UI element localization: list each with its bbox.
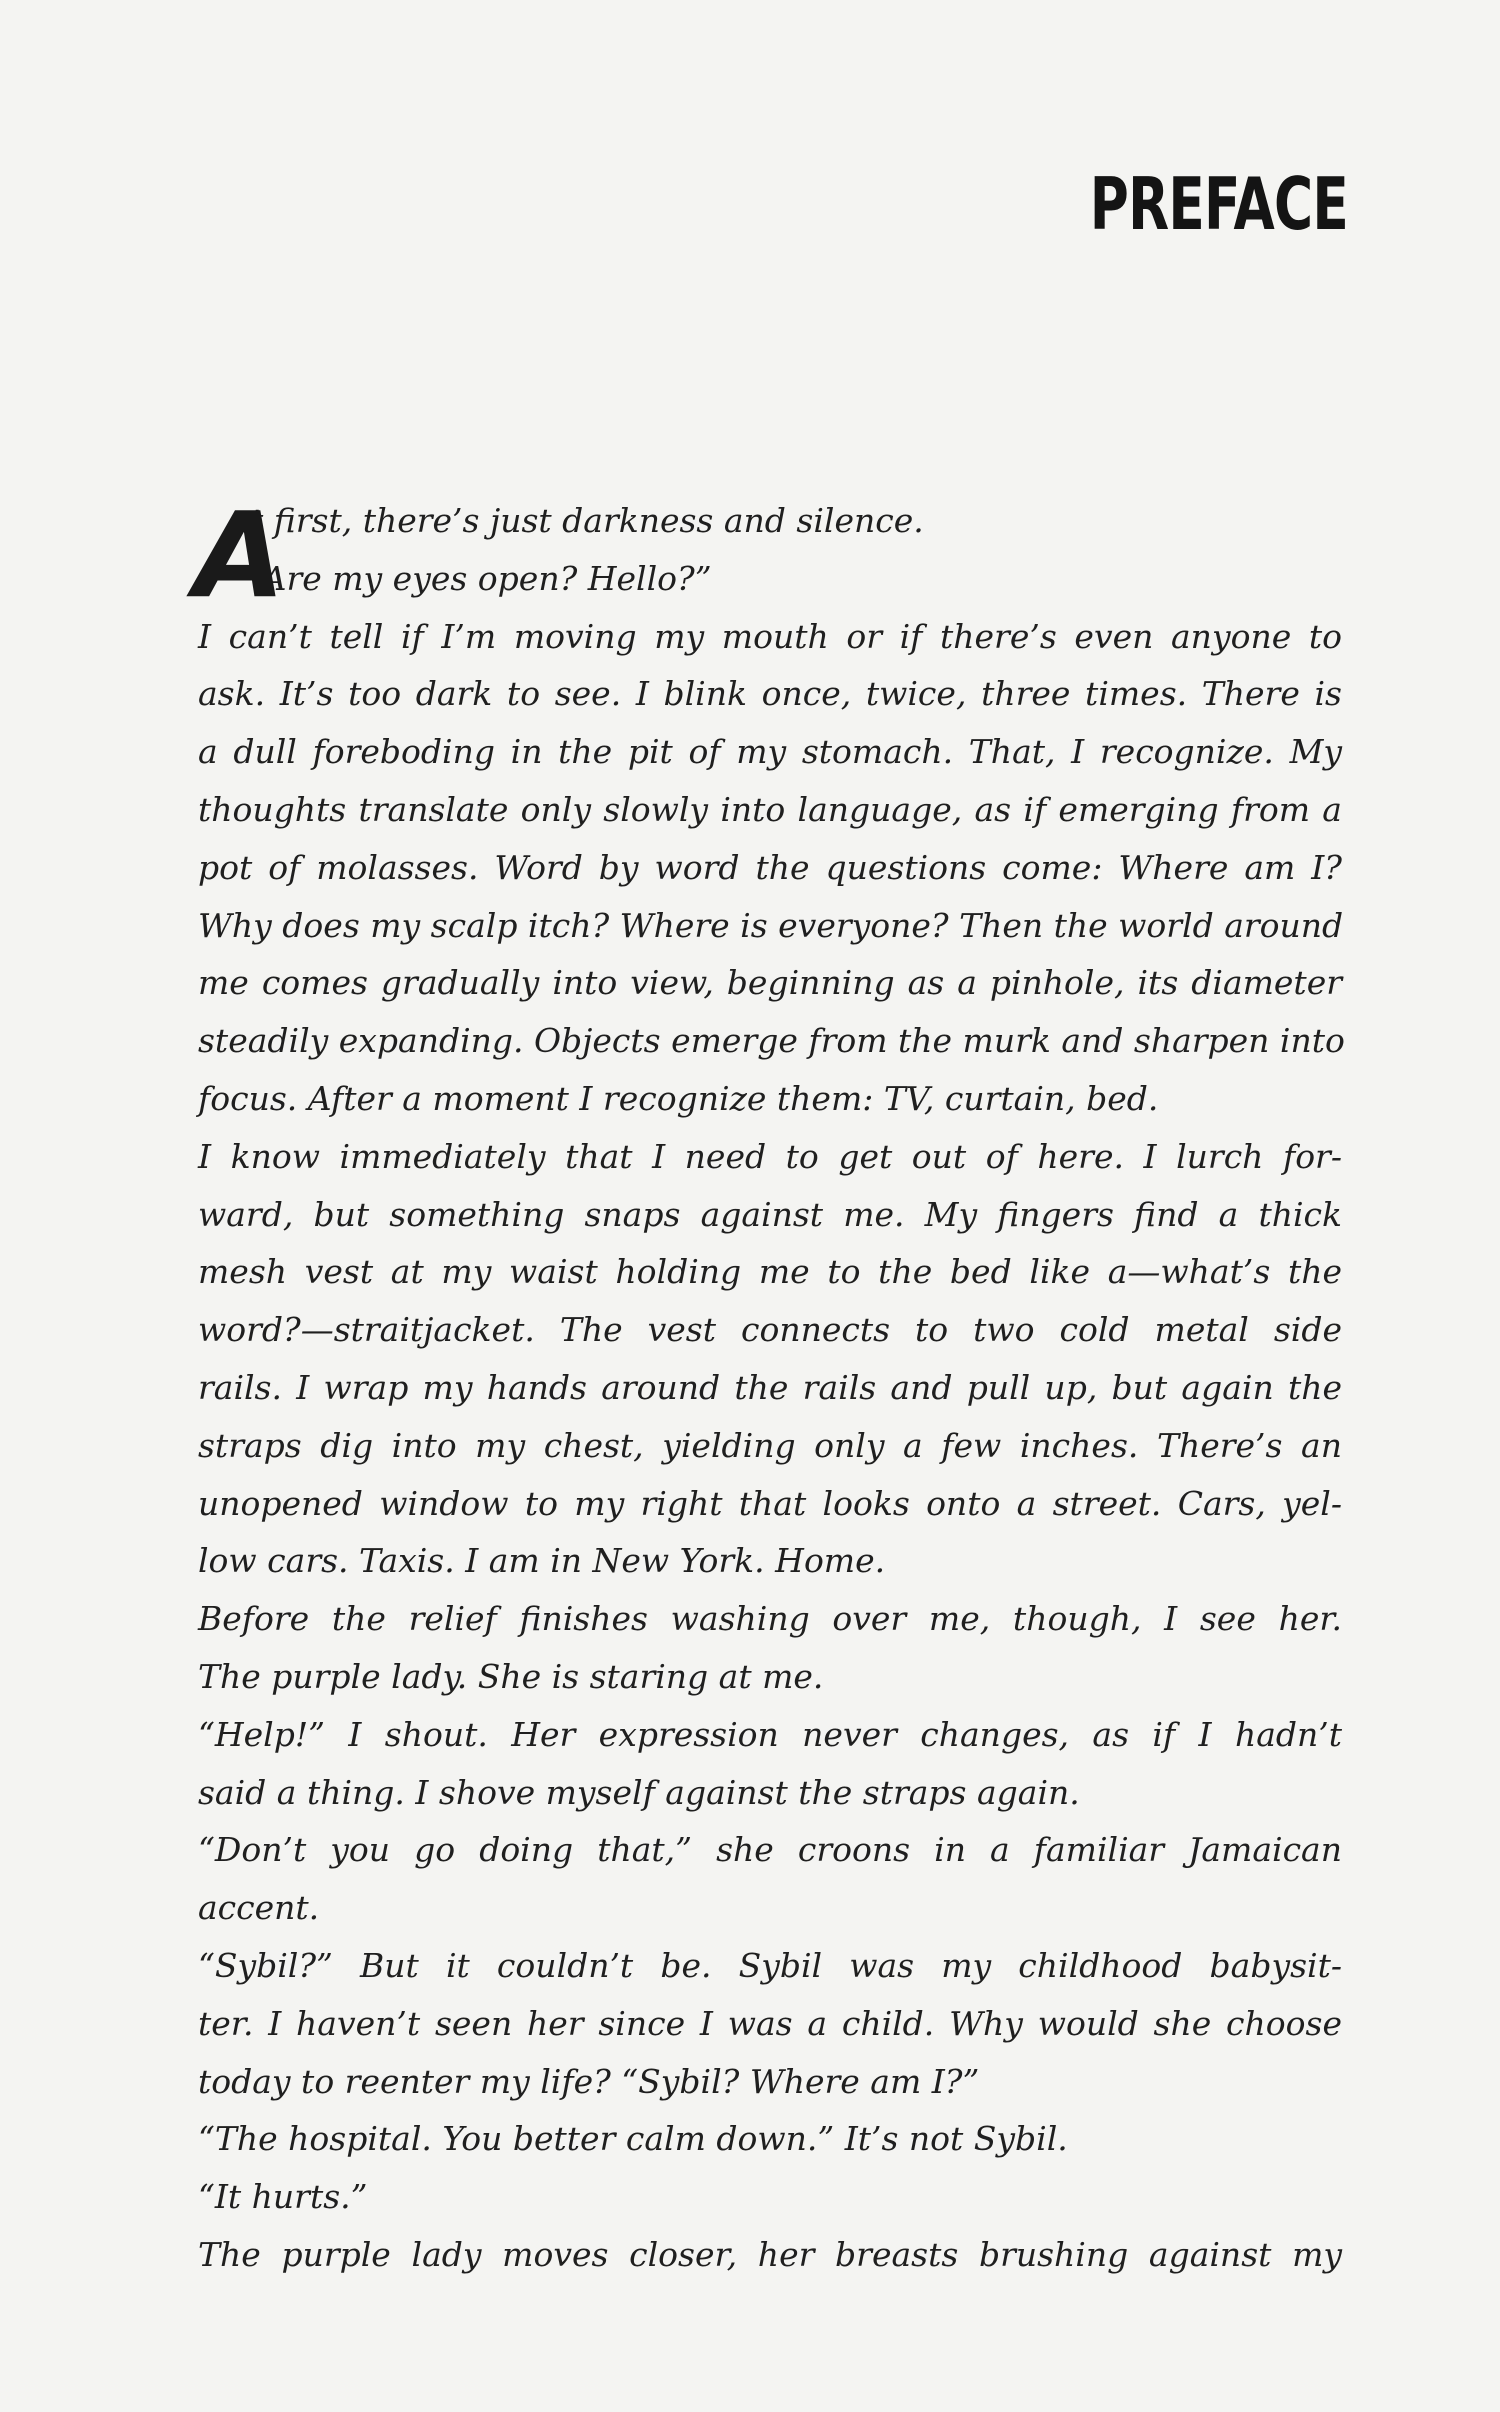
text-line: unopened window to my right that looks onto a street. Cars, yel- [198,1483,1342,1523]
text-line: The purple lady. She is staring at me. [198,1656,824,1696]
text-line: word?—straitjacket. The vest connects to two cold metal side [198,1310,1342,1350]
text-line: I know immediately that I need to get out of here. I lurch for- [198,1136,1342,1176]
text-line: rails. I wrap my hands around the rails and pull up, but again the [198,1367,1342,1407]
text-line: “Help!” I shout. Her expression never changes, as if I hadn’t [198,1714,1342,1754]
text-line: “Don’t you go doing that,” she croons in a familiar Jamaican [198,1830,1342,1870]
text-line: “The hospital. You better calm down.” It’s not Sybil. [198,2119,1068,2159]
text-line: steadily expanding. Objects emerge from the murk and sharpen into [198,1021,1345,1061]
text-line: “Sybil?” But it couldn’t be. Sybil was my childhood babysit- [198,1945,1342,1985]
text-line: a dull foreboding in the pit of my stomach. That, I recognize. My [198,732,1342,772]
text-line-content: t first, there’s just darkness and silence. [250,501,924,540]
text-line: me comes gradually into view, beginning as a pinhole, its diameter [198,963,1342,1003]
text-line: today to reenter my life? “Sybil? Where am I?” [198,2061,980,2101]
text-line: I can’t tell if I’m moving my mouth or if there’s even anyone to [198,616,1342,656]
drop-cap: A [194,486,286,624]
text-line: focus. After a moment I recognize them: TV, curtain, bed. [198,1078,1159,1118]
text-line: said a thing. I shove myself against the straps again. [198,1772,1080,1812]
text-line: ter. I haven’t seen her since I was a child. Why would she choose [198,2003,1342,2043]
chapter-heading: PREFACE [1089,162,1348,246]
text-line: ask. It’s too dark to see. I blink once, twice, three times. There is [198,674,1342,714]
text-line: The purple lady moves closer, her breasts brushing against my [198,2234,1342,2274]
text-line: “Are my eyes open? Hello?” [250,558,712,598]
text-line: ward, but something snaps against me. My fingers find a thick [198,1194,1342,1234]
text-line: Why does my scalp itch? Where is everyone? Then the world around [198,905,1344,945]
text-line: Before the relief finishes washing over me, though, I see her. [198,1599,1342,1639]
text-line: mesh vest at my waist holding me to the bed like a—what’s the [198,1252,1342,1292]
text-line: accent. [198,1888,320,1928]
text-line: pot of molasses. Word by word the questions come: Where am I? [198,847,1342,887]
body-text [194,486,1345,2284]
text-line: low cars. Taxis. I am in New York. Home. [198,1541,886,1581]
text-line: “It hurts.” [198,2177,368,2217]
text-line: straps dig into my chest, yielding only a few inches. There’s an [198,1425,1342,1465]
text-line: thoughts translate only slowly into language, as if emerging from a [198,789,1342,829]
